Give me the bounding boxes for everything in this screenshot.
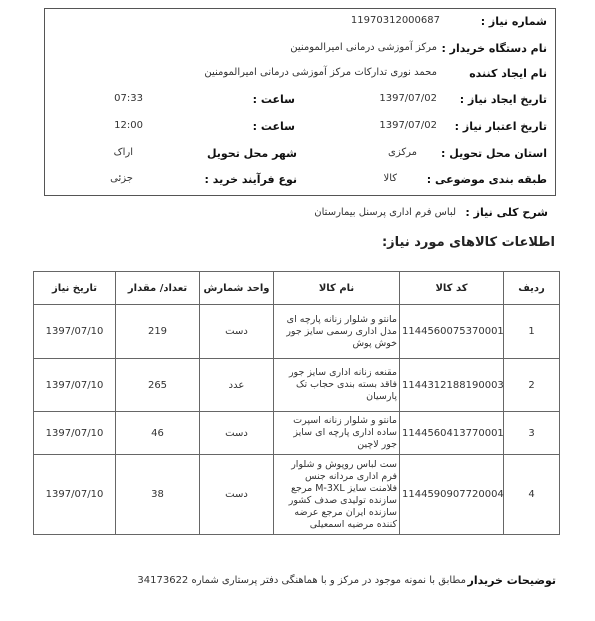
delivery-city-label: شهر محل تحویل — [206, 147, 297, 160]
valid-date-row — [45, 120, 555, 138]
delivery-province-value: مرکزی — [388, 147, 417, 158]
row-date: 1397/07/10 — [34, 359, 116, 412]
table-row — [34, 305, 560, 359]
row-code: 1144560075370001 — [400, 305, 504, 359]
created-time-label: ساعت : — [252, 93, 295, 106]
header-code: کد کالا — [400, 272, 504, 305]
row-unit: عدد — [200, 359, 274, 412]
goods-section-title: اطلاعات کالاهای مورد نیاز: — [381, 235, 555, 250]
buyer-notes-value: مطابق با نمونه موجود در مرکز و با هماهنگی دفتر پرستاری شماره 34173622 — [137, 575, 466, 586]
row-qty: 46 — [116, 412, 200, 455]
creator-label: نام ایجاد کننده — [469, 67, 547, 80]
row-name: ست لباس روپوش و شلوار فرم اداری مردانه جنس فلامنت سایز M-3XL مرجع سازنده تولیدی صدف کشور سازنده ایران مرجع عرضه کننده مرضیه اسمعیلی — [274, 455, 400, 535]
row-name: مانتو و شلوار زنانه اسپرت ساده اداری پارچه ای سایز جور لاچین — [274, 412, 400, 455]
row-qty: 38 — [116, 455, 200, 535]
category-row — [45, 173, 555, 191]
header-index: ردیف — [504, 272, 560, 305]
row-index: 2 — [504, 359, 560, 412]
row-qty: 265 — [116, 359, 200, 412]
delivery-province-label: استان محل تحویل : — [441, 147, 547, 160]
category-label: طبقه بندی موضوعی : — [426, 173, 547, 186]
description-label: شرح کلی نیاز : — [465, 206, 548, 219]
row-index: 1 — [504, 305, 560, 359]
table-row — [34, 455, 560, 535]
delivery-city-value: اراک — [113, 147, 133, 158]
row-index: 3 — [504, 412, 560, 455]
created-date-label: تاریخ ایجاد نیاز : — [459, 93, 547, 106]
buyer-org-row — [45, 42, 555, 60]
need-number-row — [45, 15, 555, 33]
valid-date-value: 1397/07/02 — [379, 120, 437, 131]
row-name: مانتو و شلوار زنانه پارچه ای مدل اداری رسمی سایز جور خوش پوش — [274, 305, 400, 359]
process-value: جزئی — [110, 173, 133, 184]
created-date-value: 1397/07/02 — [379, 93, 437, 104]
header-unit: واحد شمارش — [200, 272, 274, 305]
row-code: 1144312188190003 — [400, 359, 504, 412]
need-info-box — [44, 8, 556, 196]
valid-time-value: 12:00 — [114, 120, 143, 131]
table-row — [34, 359, 560, 412]
row-date: 1397/07/10 — [34, 412, 116, 455]
table-header-row — [34, 272, 560, 305]
creator-row — [45, 67, 555, 85]
goods-table — [33, 271, 560, 535]
row-unit: دست — [200, 455, 274, 535]
created-time-value: 07:33 — [114, 93, 143, 104]
delivery-row — [45, 147, 555, 165]
category-value: کالا — [383, 173, 397, 184]
description-value: لباس فرم اداری پرسنل بیمارستان — [314, 207, 456, 218]
header-qty: تعداد/ مقدار — [116, 272, 200, 305]
row-unit: دست — [200, 412, 274, 455]
row-date: 1397/07/10 — [34, 305, 116, 359]
need-number-value: 11970312000687 — [350, 15, 440, 26]
creator-value: محمد نوری تدارکات مرکز آموزشی درمانی امیرالمومنین — [204, 67, 437, 78]
row-code: 1144590907720004 — [400, 455, 504, 535]
valid-date-label: تاریخ اعتبار نیاز : — [454, 120, 547, 133]
row-name: مقنعه زنانه اداری سایز جور فاقد بسته بندی حجاب تک پارسیان — [274, 359, 400, 412]
row-unit: دست — [200, 305, 274, 359]
need-number-label: شماره نیاز : — [480, 15, 547, 28]
row-qty: 219 — [116, 305, 200, 359]
row-code: 1144560413770001 — [400, 412, 504, 455]
row-index: 4 — [504, 455, 560, 535]
table-row — [34, 412, 560, 455]
process-label: نوع فرآیند خرید : — [204, 173, 297, 186]
buyer-notes-label: توضیحات خریدار — [467, 574, 556, 587]
row-date: 1397/07/10 — [34, 455, 116, 535]
valid-time-label: ساعت : — [252, 120, 295, 133]
header-name: نام کالا — [274, 272, 400, 305]
buyer-org-value: مرکز آموزشی درمانی امیرالمومنین — [290, 42, 437, 53]
header-date: تاریخ نیاز — [34, 272, 116, 305]
created-date-row — [45, 93, 555, 111]
buyer-org-label: نام دستگاه خریدار : — [441, 42, 547, 55]
